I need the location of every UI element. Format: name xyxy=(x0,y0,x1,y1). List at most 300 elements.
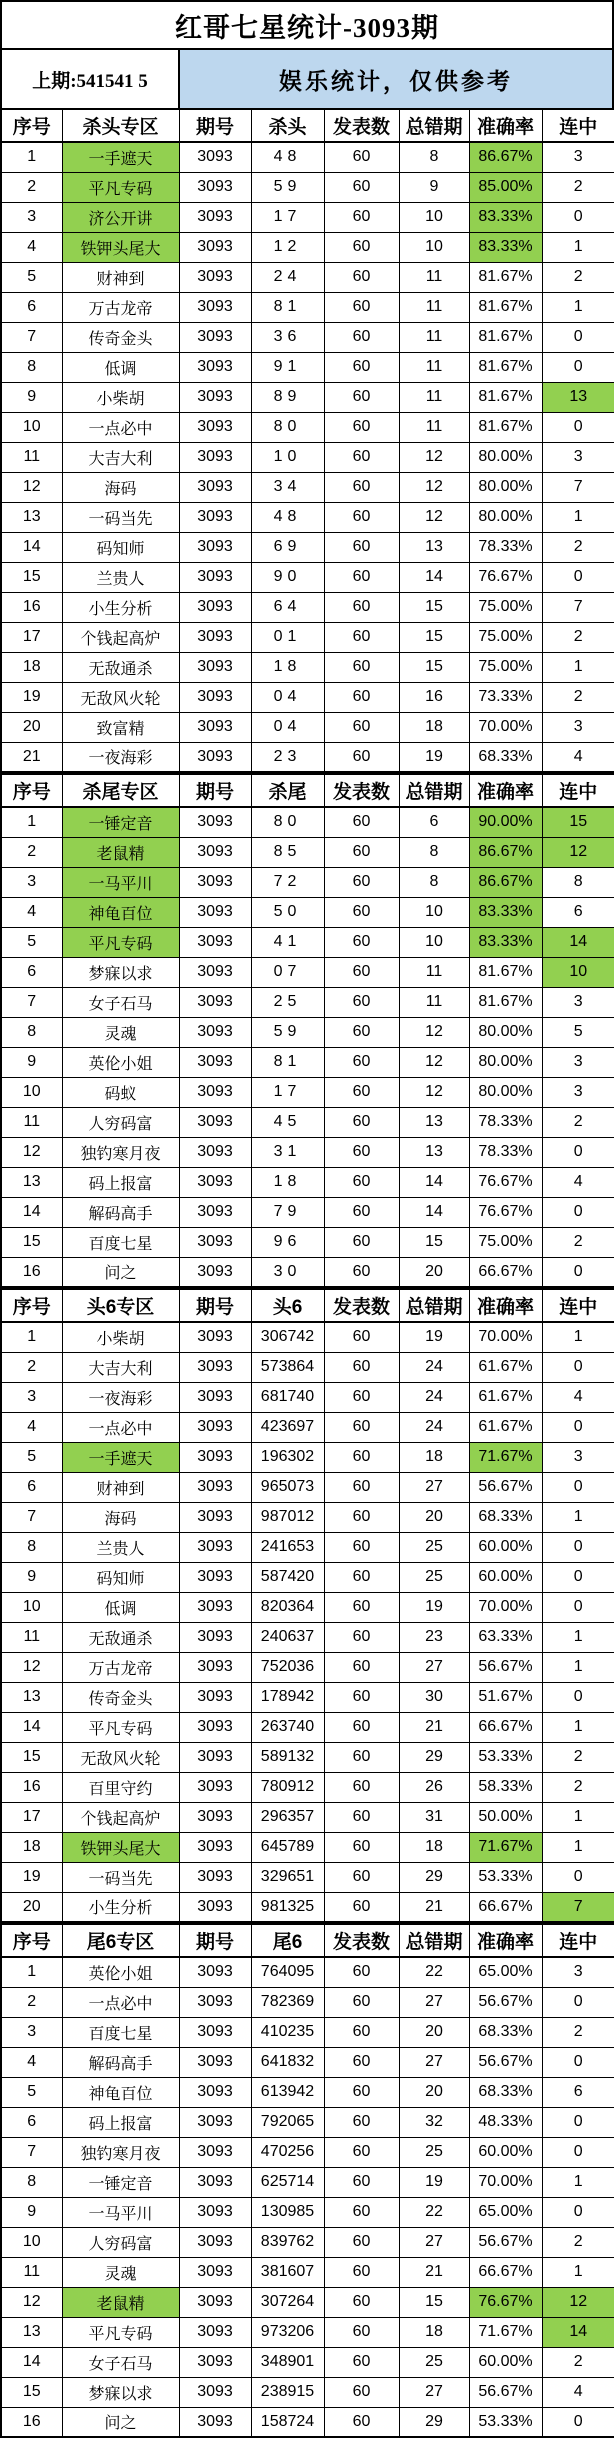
expert-name-cell: 一点必中 xyxy=(62,412,179,442)
row-index-cell: 3 xyxy=(1,2017,62,2047)
row-index-cell: 15 xyxy=(1,1742,62,1772)
streak-cell: 0 xyxy=(542,1352,614,1382)
table-row xyxy=(1,2407,614,2437)
col-header-total-wrong: 总错期 xyxy=(399,109,469,142)
accuracy-cell: 51.67% xyxy=(469,1682,542,1712)
total-wrong-cell: 13 xyxy=(399,532,469,562)
row-index-cell: 20 xyxy=(1,712,62,742)
streak-cell: 13 xyxy=(542,382,614,412)
prediction-value-cell: 04 xyxy=(251,712,324,742)
accuracy-cell: 68.33% xyxy=(469,1502,542,1532)
published-count-cell: 60 xyxy=(324,1382,399,1412)
streak-cell: 0 xyxy=(542,1137,614,1167)
prediction-value-cell: 470256 xyxy=(251,2137,324,2167)
prediction-value-cell: 329651 xyxy=(251,1862,324,1892)
streak-cell: 0 xyxy=(542,2407,614,2437)
streak-cell: 2 xyxy=(542,2347,614,2377)
table-row xyxy=(1,2077,614,2107)
streak-cell: 1 xyxy=(542,1652,614,1682)
period-cell: 3093 xyxy=(179,807,251,837)
row-index-cell: 8 xyxy=(1,1017,62,1047)
row-index-cell: 1 xyxy=(1,807,62,837)
col-header-streak: 连中 xyxy=(542,1289,614,1322)
period-cell: 3093 xyxy=(179,867,251,897)
total-wrong-cell: 21 xyxy=(399,1712,469,1742)
prediction-value-cell: 987012 xyxy=(251,1502,324,1532)
accuracy-cell: 61.67% xyxy=(469,1352,542,1382)
row-index-cell: 5 xyxy=(1,2077,62,2107)
streak-cell: 0 xyxy=(542,1412,614,1442)
streak-cell: 2 xyxy=(542,172,614,202)
prediction-value-cell: 72 xyxy=(251,867,324,897)
total-wrong-cell: 14 xyxy=(399,562,469,592)
table-row xyxy=(1,742,614,772)
published-count-cell: 60 xyxy=(324,2317,399,2347)
col-header-accuracy: 准确率 xyxy=(469,774,542,807)
row-index-cell: 5 xyxy=(1,1442,62,1472)
row-index-cell: 10 xyxy=(1,1077,62,1107)
prediction-value-cell: 641832 xyxy=(251,2047,324,2077)
published-count-cell: 60 xyxy=(324,1257,399,1287)
total-wrong-cell: 15 xyxy=(399,1227,469,1257)
table-row xyxy=(1,1227,614,1257)
total-wrong-cell: 29 xyxy=(399,1862,469,1892)
expert-name-cell: 无敌风火轮 xyxy=(62,682,179,712)
expert-name-cell: 一锤定音 xyxy=(62,2167,179,2197)
streak-cell: 2 xyxy=(542,1772,614,1802)
table-row xyxy=(1,1832,614,1862)
streak-cell: 2 xyxy=(542,532,614,562)
period-cell: 3093 xyxy=(179,1592,251,1622)
prediction-value-cell: 130985 xyxy=(251,2197,324,2227)
row-index-cell: 16 xyxy=(1,1257,62,1287)
published-count-cell: 60 xyxy=(324,897,399,927)
expert-name-cell: 个钱起高炉 xyxy=(62,622,179,652)
row-index-cell: 10 xyxy=(1,2227,62,2257)
prediction-value-cell: 348901 xyxy=(251,2347,324,2377)
row-index-cell: 20 xyxy=(1,1892,62,1922)
row-index-cell: 18 xyxy=(1,652,62,682)
period-cell: 3093 xyxy=(179,292,251,322)
expert-name-cell: 平凡专码 xyxy=(62,2317,179,2347)
table-row xyxy=(1,1167,614,1197)
prediction-value-cell: 241653 xyxy=(251,1532,324,1562)
col-header-zone: 杀头专区 xyxy=(62,109,179,142)
accuracy-cell: 80.00% xyxy=(469,442,542,472)
table-row xyxy=(1,2047,614,2077)
published-count-cell: 60 xyxy=(324,2257,399,2287)
row-index-cell: 11 xyxy=(1,2257,62,2287)
streak-cell: 8 xyxy=(542,867,614,897)
period-cell: 3093 xyxy=(179,837,251,867)
table-row xyxy=(1,927,614,957)
accuracy-cell: 70.00% xyxy=(469,2167,542,2197)
period-cell: 3093 xyxy=(179,1862,251,1892)
total-wrong-cell: 19 xyxy=(399,2167,469,2197)
published-count-cell: 60 xyxy=(324,442,399,472)
total-wrong-cell: 24 xyxy=(399,1412,469,1442)
row-index-cell: 9 xyxy=(1,382,62,412)
table-row xyxy=(1,1592,614,1622)
table-row xyxy=(1,867,614,897)
row-index-cell: 8 xyxy=(1,2167,62,2197)
accuracy-cell: 83.33% xyxy=(469,202,542,232)
expert-name-cell: 梦寐以求 xyxy=(62,2377,179,2407)
row-index-cell: 8 xyxy=(1,1532,62,1562)
expert-name-cell: 一马平川 xyxy=(62,867,179,897)
total-wrong-cell: 11 xyxy=(399,292,469,322)
row-index-cell: 9 xyxy=(1,1047,62,1077)
prediction-value-cell: 91 xyxy=(251,352,324,382)
streak-cell: 2 xyxy=(542,622,614,652)
expert-name-cell: 百度七星 xyxy=(62,1227,179,1257)
col-header-published-count: 发表数 xyxy=(324,1924,399,1957)
table-row xyxy=(1,1742,614,1772)
period-cell: 3093 xyxy=(179,442,251,472)
table-row xyxy=(1,532,614,562)
period-cell: 3093 xyxy=(179,2407,251,2437)
table-row xyxy=(1,412,614,442)
row-index-cell: 6 xyxy=(1,957,62,987)
period-cell: 3093 xyxy=(179,2287,251,2317)
total-wrong-cell: 25 xyxy=(399,2347,469,2377)
total-wrong-cell: 10 xyxy=(399,927,469,957)
table-row xyxy=(1,2017,614,2047)
total-wrong-cell: 11 xyxy=(399,412,469,442)
expert-name-cell: 独钓寒月夜 xyxy=(62,1137,179,1167)
published-count-cell: 60 xyxy=(324,927,399,957)
published-count-cell: 60 xyxy=(324,837,399,867)
expert-name-cell: 一码当先 xyxy=(62,502,179,532)
prediction-value-cell: 965073 xyxy=(251,1472,324,1502)
accuracy-cell: 81.67% xyxy=(469,292,542,322)
accuracy-cell: 83.33% xyxy=(469,897,542,927)
expert-name-cell: 一点必中 xyxy=(62,1987,179,2017)
prediction-value-cell: 589132 xyxy=(251,1742,324,1772)
streak-cell: 2 xyxy=(542,682,614,712)
total-wrong-cell: 15 xyxy=(399,592,469,622)
total-wrong-cell: 24 xyxy=(399,1382,469,1412)
row-index-cell: 2 xyxy=(1,1987,62,2017)
total-wrong-cell: 11 xyxy=(399,957,469,987)
row-index-cell: 1 xyxy=(1,142,62,172)
period-cell: 3093 xyxy=(179,2377,251,2407)
table-header-row xyxy=(1,774,614,807)
published-count-cell: 60 xyxy=(324,1592,399,1622)
accuracy-cell: 81.67% xyxy=(469,352,542,382)
period-cell: 3093 xyxy=(179,592,251,622)
sections-container xyxy=(0,108,614,2438)
published-count-cell: 60 xyxy=(324,2227,399,2257)
row-index-cell: 7 xyxy=(1,1502,62,1532)
prediction-value-cell: 645789 xyxy=(251,1832,324,1862)
table-row xyxy=(1,1137,614,1167)
published-count-cell: 60 xyxy=(324,1442,399,1472)
streak-cell: 0 xyxy=(542,1532,614,1562)
col-header-index: 序号 xyxy=(1,774,62,807)
accuracy-cell: 56.67% xyxy=(469,2227,542,2257)
published-count-cell: 60 xyxy=(324,2377,399,2407)
prediction-value-cell: 80 xyxy=(251,807,324,837)
prediction-value-cell: 18 xyxy=(251,1167,324,1197)
accuracy-cell: 75.00% xyxy=(469,1227,542,1257)
expert-name-cell: 英伦小姐 xyxy=(62,1957,179,1987)
expert-name-cell: 无敌通杀 xyxy=(62,1622,179,1652)
published-count-cell: 60 xyxy=(324,1107,399,1137)
streak-cell: 2 xyxy=(542,2017,614,2047)
expert-name-cell: 码上报富 xyxy=(62,1167,179,1197)
streak-cell: 1 xyxy=(542,502,614,532)
row-index-cell: 12 xyxy=(1,1652,62,1682)
period-cell: 3093 xyxy=(179,382,251,412)
prediction-value-cell: 80 xyxy=(251,412,324,442)
col-header-period: 期号 xyxy=(179,109,251,142)
streak-cell: 3 xyxy=(542,987,614,1017)
stats-table xyxy=(0,1288,614,1923)
streak-cell: 3 xyxy=(542,1957,614,1987)
prediction-value-cell: 306742 xyxy=(251,1322,324,1352)
accuracy-cell: 63.33% xyxy=(469,1622,542,1652)
streak-cell: 4 xyxy=(542,1382,614,1412)
prediction-value-cell: 41 xyxy=(251,927,324,957)
expert-name-cell: 解码高手 xyxy=(62,1197,179,1227)
table-row xyxy=(1,682,614,712)
prediction-value-cell: 24 xyxy=(251,262,324,292)
total-wrong-cell: 8 xyxy=(399,142,469,172)
accuracy-cell: 70.00% xyxy=(469,1322,542,1352)
streak-cell: 0 xyxy=(542,1472,614,1502)
streak-cell: 12 xyxy=(542,2287,614,2317)
table-row xyxy=(1,322,614,352)
accuracy-cell: 81.67% xyxy=(469,382,542,412)
table-row xyxy=(1,442,614,472)
published-count-cell: 60 xyxy=(324,2347,399,2377)
table-row xyxy=(1,502,614,532)
streak-cell: 0 xyxy=(542,1862,614,1892)
prediction-value-cell: 158724 xyxy=(251,2407,324,2437)
published-count-cell: 60 xyxy=(324,867,399,897)
accuracy-cell: 65.00% xyxy=(469,1957,542,1987)
accuracy-cell: 81.67% xyxy=(469,262,542,292)
period-cell: 3093 xyxy=(179,202,251,232)
col-header-index: 序号 xyxy=(1,109,62,142)
prediction-value-cell: 587420 xyxy=(251,1562,324,1592)
expert-name-cell: 万古龙帝 xyxy=(62,1652,179,1682)
col-header-period: 期号 xyxy=(179,1289,251,1322)
prediction-value-cell: 34 xyxy=(251,472,324,502)
prediction-value-cell: 10 xyxy=(251,442,324,472)
prediction-value-cell: 792065 xyxy=(251,2107,324,2137)
row-index-cell: 2 xyxy=(1,1352,62,1382)
total-wrong-cell: 18 xyxy=(399,1832,469,1862)
expert-name-cell: 女子石马 xyxy=(62,2347,179,2377)
expert-name-cell: 大吉大利 xyxy=(62,1352,179,1382)
table-row xyxy=(1,1322,614,1352)
col-header-zone: 头6专区 xyxy=(62,1289,179,1322)
table-row xyxy=(1,382,614,412)
table-row xyxy=(1,2377,614,2407)
prediction-value-cell: 240637 xyxy=(251,1622,324,1652)
streak-cell: 0 xyxy=(542,1987,614,2017)
streak-cell: 7 xyxy=(542,1892,614,1922)
expert-name-cell: 灵魂 xyxy=(62,2257,179,2287)
expert-name-cell: 人穷码富 xyxy=(62,2227,179,2257)
table-row xyxy=(1,1382,614,1412)
col-header-accuracy: 准确率 xyxy=(469,1924,542,1957)
accuracy-cell: 61.67% xyxy=(469,1382,542,1412)
expert-name-cell: 铁钾头尾大 xyxy=(62,232,179,262)
accuracy-cell: 66.67% xyxy=(469,2257,542,2287)
period-cell: 3093 xyxy=(179,1712,251,1742)
streak-cell: 5 xyxy=(542,1017,614,1047)
streak-cell: 0 xyxy=(542,1562,614,1592)
accuracy-cell: 66.67% xyxy=(469,1257,542,1287)
published-count-cell: 60 xyxy=(324,142,399,172)
prediction-value-cell: 23 xyxy=(251,742,324,772)
accuracy-cell: 81.67% xyxy=(469,322,542,352)
table-row xyxy=(1,1892,614,1922)
expert-name-cell: 低调 xyxy=(62,1592,179,1622)
period-cell: 3093 xyxy=(179,1167,251,1197)
total-wrong-cell: 12 xyxy=(399,472,469,502)
row-index-cell: 6 xyxy=(1,2107,62,2137)
accuracy-cell: 66.67% xyxy=(469,1712,542,1742)
accuracy-cell: 90.00% xyxy=(469,807,542,837)
total-wrong-cell: 9 xyxy=(399,172,469,202)
prediction-value-cell: 85 xyxy=(251,837,324,867)
table-row xyxy=(1,1862,614,1892)
total-wrong-cell: 13 xyxy=(399,1107,469,1137)
prediction-value-cell: 69 xyxy=(251,532,324,562)
period-cell: 3093 xyxy=(179,2137,251,2167)
total-wrong-cell: 20 xyxy=(399,2017,469,2047)
streak-cell: 0 xyxy=(542,202,614,232)
published-count-cell: 60 xyxy=(324,987,399,1017)
published-count-cell: 60 xyxy=(324,807,399,837)
accuracy-cell: 78.33% xyxy=(469,1137,542,1167)
streak-cell: 1 xyxy=(542,2167,614,2197)
col-header-prediction: 杀尾 xyxy=(251,774,324,807)
prediction-value-cell: 196302 xyxy=(251,1442,324,1472)
published-count-cell: 60 xyxy=(324,712,399,742)
total-wrong-cell: 12 xyxy=(399,1047,469,1077)
col-header-index: 序号 xyxy=(1,1289,62,1322)
table-row xyxy=(1,987,614,1017)
prediction-value-cell: 752036 xyxy=(251,1652,324,1682)
row-index-cell: 3 xyxy=(1,867,62,897)
row-index-cell: 12 xyxy=(1,2287,62,2317)
accuracy-cell: 78.33% xyxy=(469,1107,542,1137)
expert-name-cell: 财神到 xyxy=(62,1472,179,1502)
row-index-cell: 17 xyxy=(1,1802,62,1832)
expert-name-cell: 一点必中 xyxy=(62,1412,179,1442)
streak-cell: 15 xyxy=(542,807,614,837)
accuracy-cell: 53.33% xyxy=(469,2407,542,2437)
total-wrong-cell: 24 xyxy=(399,1352,469,1382)
published-count-cell: 60 xyxy=(324,1892,399,1922)
published-count-cell: 60 xyxy=(324,1197,399,1227)
expert-name-cell: 独钓寒月夜 xyxy=(62,2137,179,2167)
prediction-value-cell: 178942 xyxy=(251,1682,324,1712)
published-count-cell: 60 xyxy=(324,1532,399,1562)
expert-name-cell: 码知师 xyxy=(62,532,179,562)
prediction-value-cell: 64 xyxy=(251,592,324,622)
published-count-cell: 60 xyxy=(324,2167,399,2197)
total-wrong-cell: 12 xyxy=(399,1077,469,1107)
expert-name-cell: 百度七星 xyxy=(62,2017,179,2047)
accuracy-cell: 48.33% xyxy=(469,2107,542,2137)
row-index-cell: 12 xyxy=(1,1137,62,1167)
published-count-cell: 60 xyxy=(324,1562,399,1592)
expert-name-cell: 平凡专码 xyxy=(62,172,179,202)
period-cell: 3093 xyxy=(179,1802,251,1832)
period-cell: 3093 xyxy=(179,1622,251,1652)
prediction-value-cell: 07 xyxy=(251,957,324,987)
row-index-cell: 5 xyxy=(1,927,62,957)
table-row xyxy=(1,1107,614,1137)
expert-name-cell: 传奇金头 xyxy=(62,1682,179,1712)
period-cell: 3093 xyxy=(179,1892,251,1922)
prediction-value-cell: 381607 xyxy=(251,2257,324,2287)
table-row xyxy=(1,202,614,232)
period-cell: 3093 xyxy=(179,2017,251,2047)
accuracy-cell: 86.67% xyxy=(469,142,542,172)
last-period-result: 上期:541541 5 xyxy=(2,50,180,108)
row-index-cell: 10 xyxy=(1,412,62,442)
col-header-published-count: 发表数 xyxy=(324,1289,399,1322)
table-row xyxy=(1,1987,614,2017)
total-wrong-cell: 22 xyxy=(399,1957,469,1987)
row-index-cell: 10 xyxy=(1,1592,62,1622)
published-count-cell: 60 xyxy=(324,2137,399,2167)
total-wrong-cell: 31 xyxy=(399,1802,469,1832)
table-row xyxy=(1,1957,614,1987)
published-count-cell: 60 xyxy=(324,562,399,592)
streak-cell: 1 xyxy=(542,1832,614,1862)
total-wrong-cell: 27 xyxy=(399,2227,469,2257)
prediction-value-cell: 764095 xyxy=(251,1957,324,1987)
row-index-cell: 7 xyxy=(1,2137,62,2167)
expert-name-cell: 无敌通杀 xyxy=(62,652,179,682)
prediction-value-cell: 423697 xyxy=(251,1412,324,1442)
table-header-row xyxy=(1,1924,614,1957)
row-index-cell: 15 xyxy=(1,562,62,592)
row-index-cell: 17 xyxy=(1,622,62,652)
published-count-cell: 60 xyxy=(324,1502,399,1532)
period-cell: 3093 xyxy=(179,987,251,1017)
total-wrong-cell: 8 xyxy=(399,867,469,897)
prediction-value-cell: 30 xyxy=(251,1257,324,1287)
total-wrong-cell: 32 xyxy=(399,2107,469,2137)
col-header-zone: 尾6专区 xyxy=(62,1924,179,1957)
streak-cell: 0 xyxy=(542,1682,614,1712)
accuracy-cell: 50.00% xyxy=(469,1802,542,1832)
table-row xyxy=(1,1802,614,1832)
row-index-cell: 9 xyxy=(1,2197,62,2227)
period-cell: 3093 xyxy=(179,2227,251,2257)
published-count-cell: 60 xyxy=(324,202,399,232)
published-count-cell: 60 xyxy=(324,1622,399,1652)
period-cell: 3093 xyxy=(179,1472,251,1502)
accuracy-cell: 68.33% xyxy=(469,2017,542,2047)
total-wrong-cell: 18 xyxy=(399,2317,469,2347)
published-count-cell: 60 xyxy=(324,1017,399,1047)
expert-name-cell: 神龟百位 xyxy=(62,897,179,927)
period-cell: 3093 xyxy=(179,1957,251,1987)
expert-name-cell: 一手遮天 xyxy=(62,142,179,172)
expert-name-cell: 灵魂 xyxy=(62,1017,179,1047)
period-cell: 3093 xyxy=(179,2257,251,2287)
